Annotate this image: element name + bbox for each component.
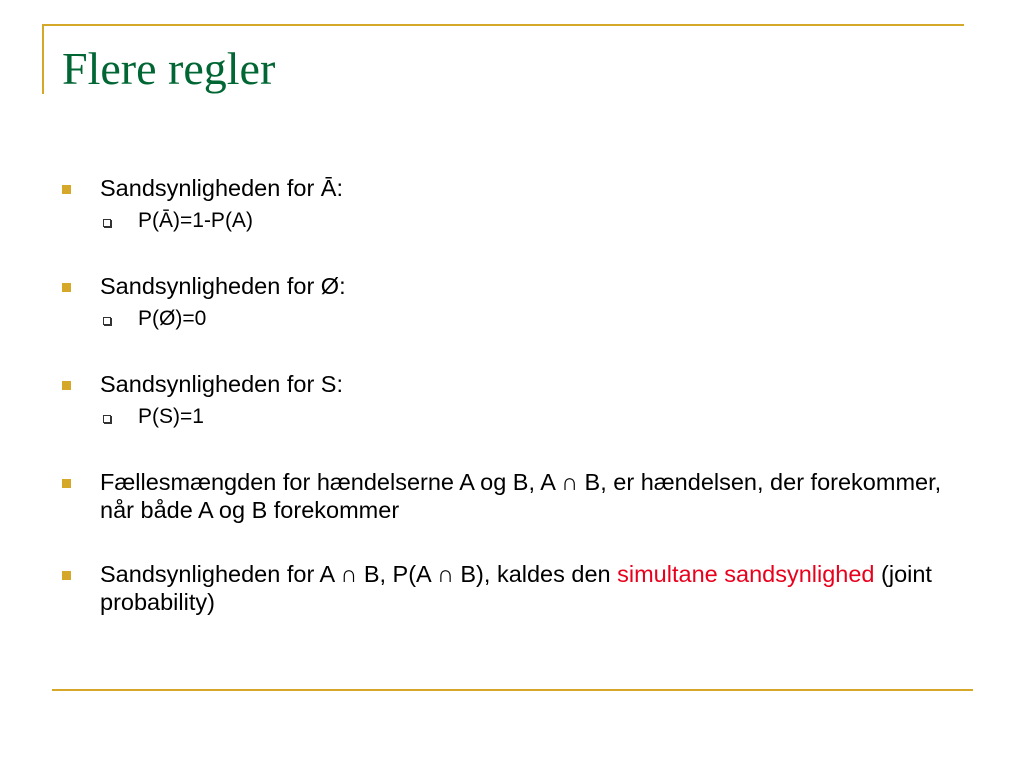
- sub-bullet-text: P(Ø)=0: [138, 307, 207, 330]
- top-rule: [42, 24, 964, 26]
- square-bullet-icon: [62, 479, 71, 488]
- slide-content: [62, 174, 972, 616]
- bullet-text-before: Sandsynligheden for A ∩ B, P(A ∩ B), kaldes den: [100, 561, 618, 587]
- bullet-sample-space: [62, 370, 972, 398]
- sub-bullet-complement-rule: [62, 208, 972, 234]
- bullet-text: Sandsynligheden for S:: [100, 371, 343, 397]
- sub-bullet-text: P(S)=1: [138, 405, 204, 428]
- hollow-square-bullet-icon: [103, 317, 111, 325]
- bullet-text: Sandsynligheden for Ā:: [100, 175, 343, 201]
- bottom-rule: [52, 689, 973, 691]
- highlighted-term: simultane sandsynlighed: [617, 561, 875, 587]
- square-bullet-icon: [62, 185, 71, 194]
- square-bullet-icon: [62, 571, 71, 580]
- square-bullet-icon: [62, 283, 71, 292]
- hollow-square-bullet-icon: [103, 219, 111, 227]
- sub-bullet-empty-set-rule: [62, 306, 972, 332]
- bullet-text: Fællesmængden for hændelserne A og B, A ∩ B, er hændelsen, der forekommer, når både A og B forekommer: [100, 469, 942, 523]
- bullet-joint-probability: [62, 560, 972, 616]
- bullet-text: Sandsynligheden for Ø:: [100, 273, 346, 299]
- sub-bullet-sample-space-rule: [62, 404, 972, 430]
- bullet-intersection: [62, 468, 972, 524]
- bullet-text-after: (joint probability): [100, 561, 932, 615]
- left-rule: [42, 24, 44, 94]
- bullet-complement: [62, 174, 972, 202]
- bullet-empty-set: [62, 272, 972, 300]
- square-bullet-icon: [62, 381, 71, 390]
- slide-title: Flere regler: [62, 43, 276, 94]
- sub-bullet-text: P(Ā)=1-P(A): [138, 209, 253, 232]
- hollow-square-bullet-icon: [103, 415, 111, 423]
